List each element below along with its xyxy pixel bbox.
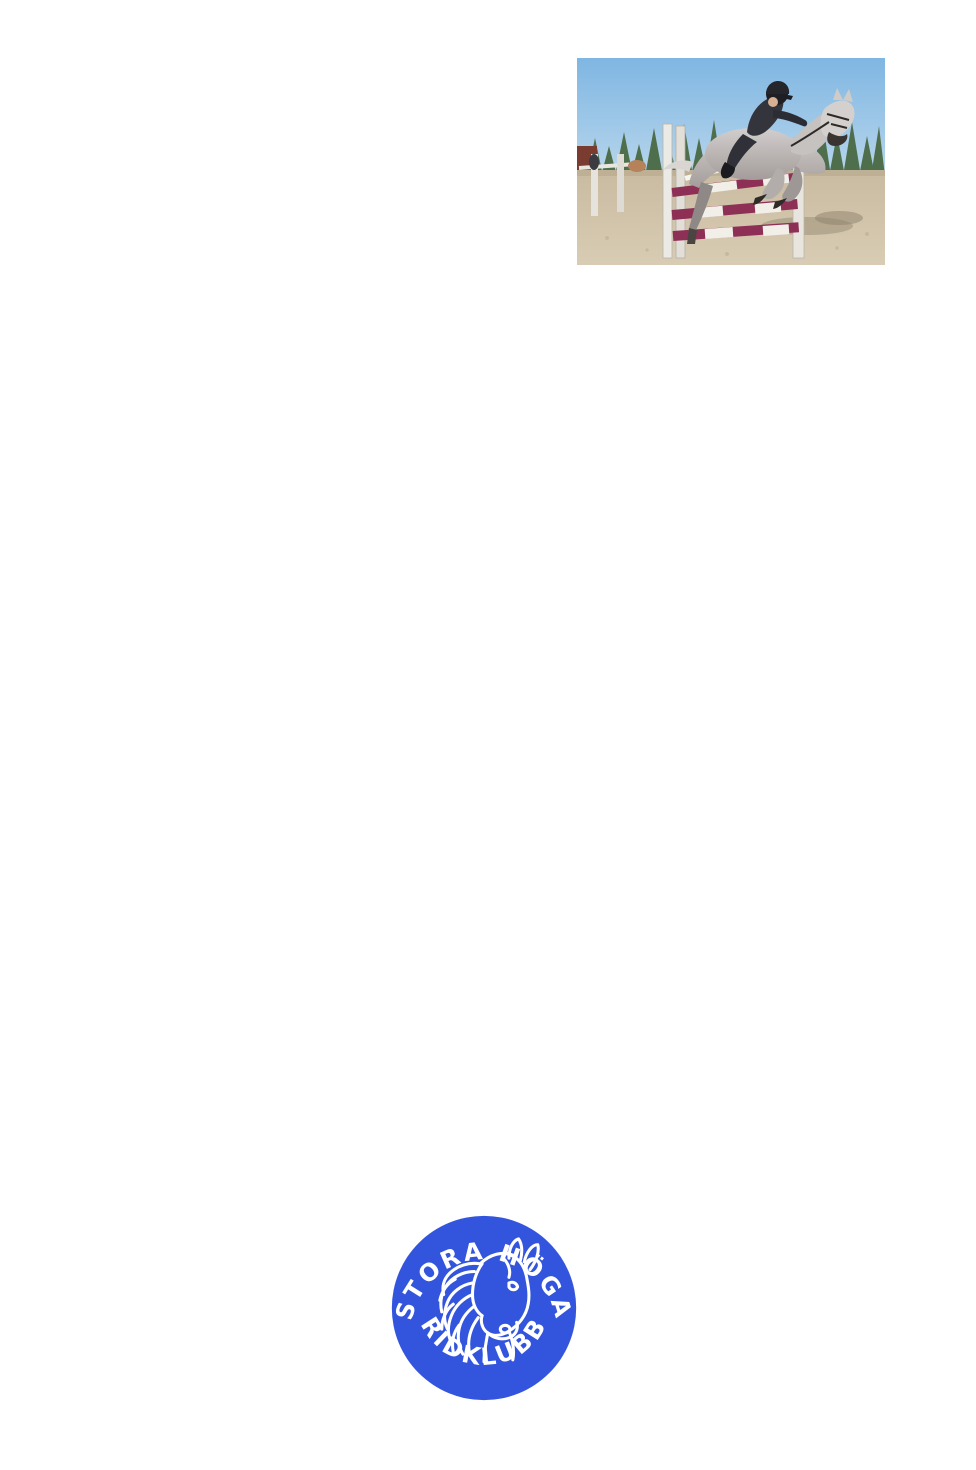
logo-top-text: STORA HÖGA: [390, 1236, 578, 1324]
club-logo-graphic: [388, 1212, 580, 1404]
logo-bottom-text: RIDKLUBB: [414, 1312, 554, 1372]
photo-graphic: [577, 58, 885, 265]
club-logo: [388, 1212, 580, 1404]
horse-jumping-photo: [577, 58, 885, 265]
